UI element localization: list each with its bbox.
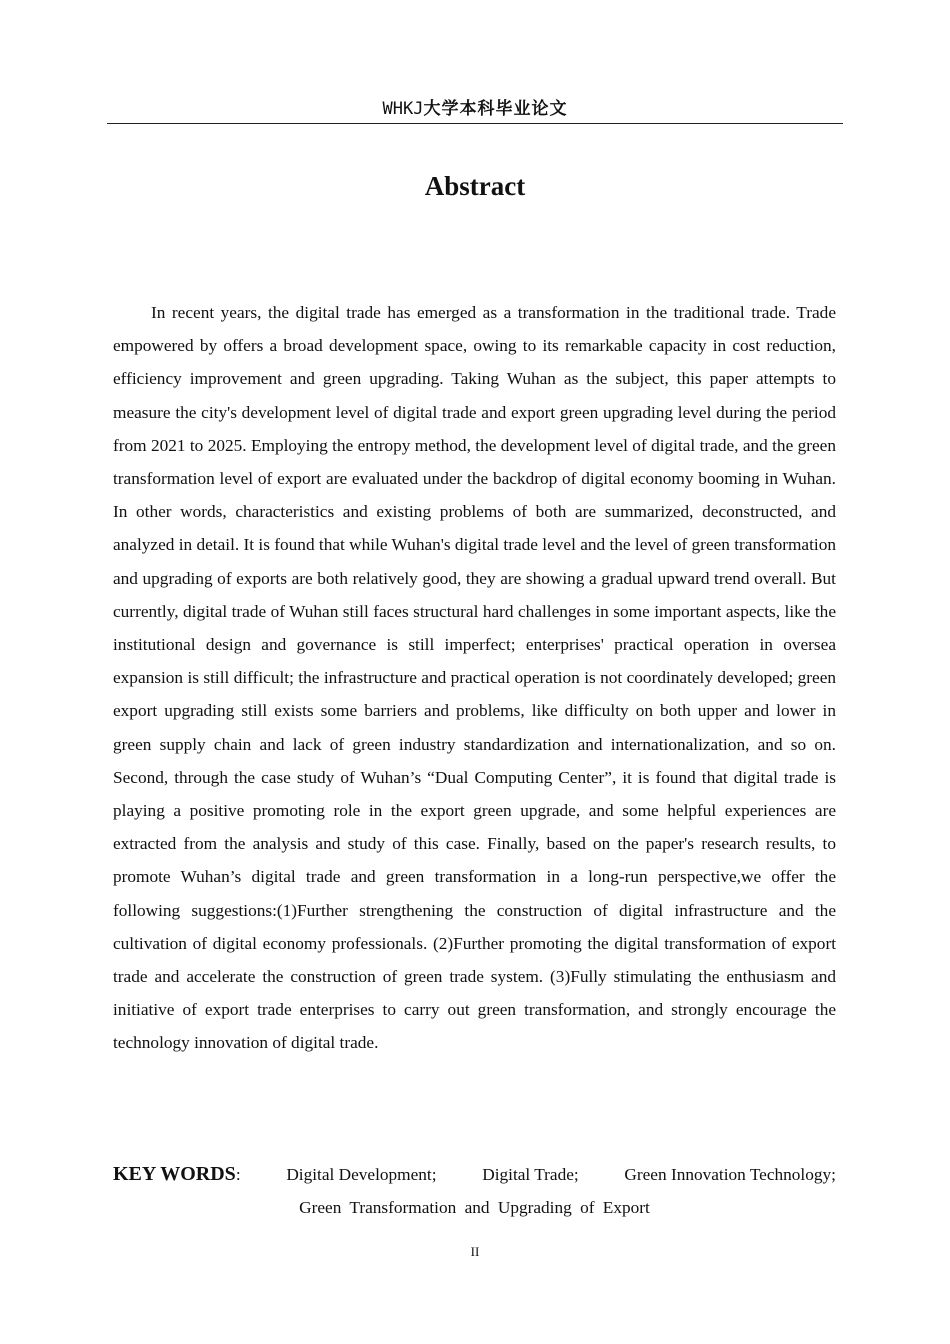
header-thesis-label: 大学本科毕业论文 [423, 99, 568, 119]
header-divider [107, 123, 843, 124]
keywords-label: KEY WORDS [113, 1163, 236, 1185]
keywords-label-group [113, 1158, 241, 1191]
keyword-item: Digital Development; [286, 1165, 437, 1184]
keywords-second-line [113, 1191, 836, 1224]
keywords-first-line [113, 1158, 836, 1191]
keyword-item: Green Transformation and Upgrading of Export [299, 1198, 650, 1217]
page-number: II [470, 1244, 480, 1259]
keywords-section [113, 1158, 836, 1224]
page-title: Abstract [424, 171, 526, 201]
keywords-separator: : [235, 1165, 241, 1184]
keyword-item: Digital Trade; [482, 1165, 579, 1184]
keyword-item: Green Innovation Technology; [624, 1165, 836, 1184]
abstract-paragraph: In recent years, the digital trade has emerged as a transformation in the traditional trade. Trade empowered by offers a broad development space, owing to its remarkable capacity in cost reduction, efficiency improvement and green upgrading. Taking Wuhan as the subject, this paper attempts to measure the city's development level of digital trade and export green upgrading level during the period from 2021 to 2025. Employing the entropy method, the development level of digital trade, and the green transformation level of export are evaluated under the backdrop of digital economy booming in Wuhan. In other words, characteristics and existing problems of both are summarized, deconstructed, and analyzed in detail. It is found that while Wuhan's digital trade level and the level of green transformation and upgrading of exports are both relatively good, they are showing a gradual upward trend overall. But currently, digital trade of Wuhan still faces structural hard challenges in some important aspects, like the institutional design and governance is still imperfect; enterprises' practical operation in oversea expansion is still difficult; the infrastructure and practical operation is not coordinately developed; green export upgrading still exists some barriers and problems, like difficulty on both upper and lower in green supply chain and lack of green industry standardization and internationalization, and so on. Second, through the case study of Wuhan’s “Dual Computing Center”, it is found that digital trade is playing a positive promoting role in the export green upgrade, and some helpful experiences are extracted from the analysis and study of this case. Finally, based on the paper's research results, to promote Wuhan’s digital trade and green transformation in a long-run perspective,we offer the following suggestions:(1)Further strengthening the construction of digital infrastructure and the cultivation of digital economy professionals. (2)Further promoting the digital transformation of export trade and accelerate the construction of green trade system. (3)Fully stimulating the enthusiasm and initiative of export trade enterprises to carry out green transformation, and strongly encourage the technology innovation of digital trade. [113, 303, 836, 1053]
running-header [107, 96, 843, 122]
header-university-code: WHKJ [382, 99, 424, 119]
